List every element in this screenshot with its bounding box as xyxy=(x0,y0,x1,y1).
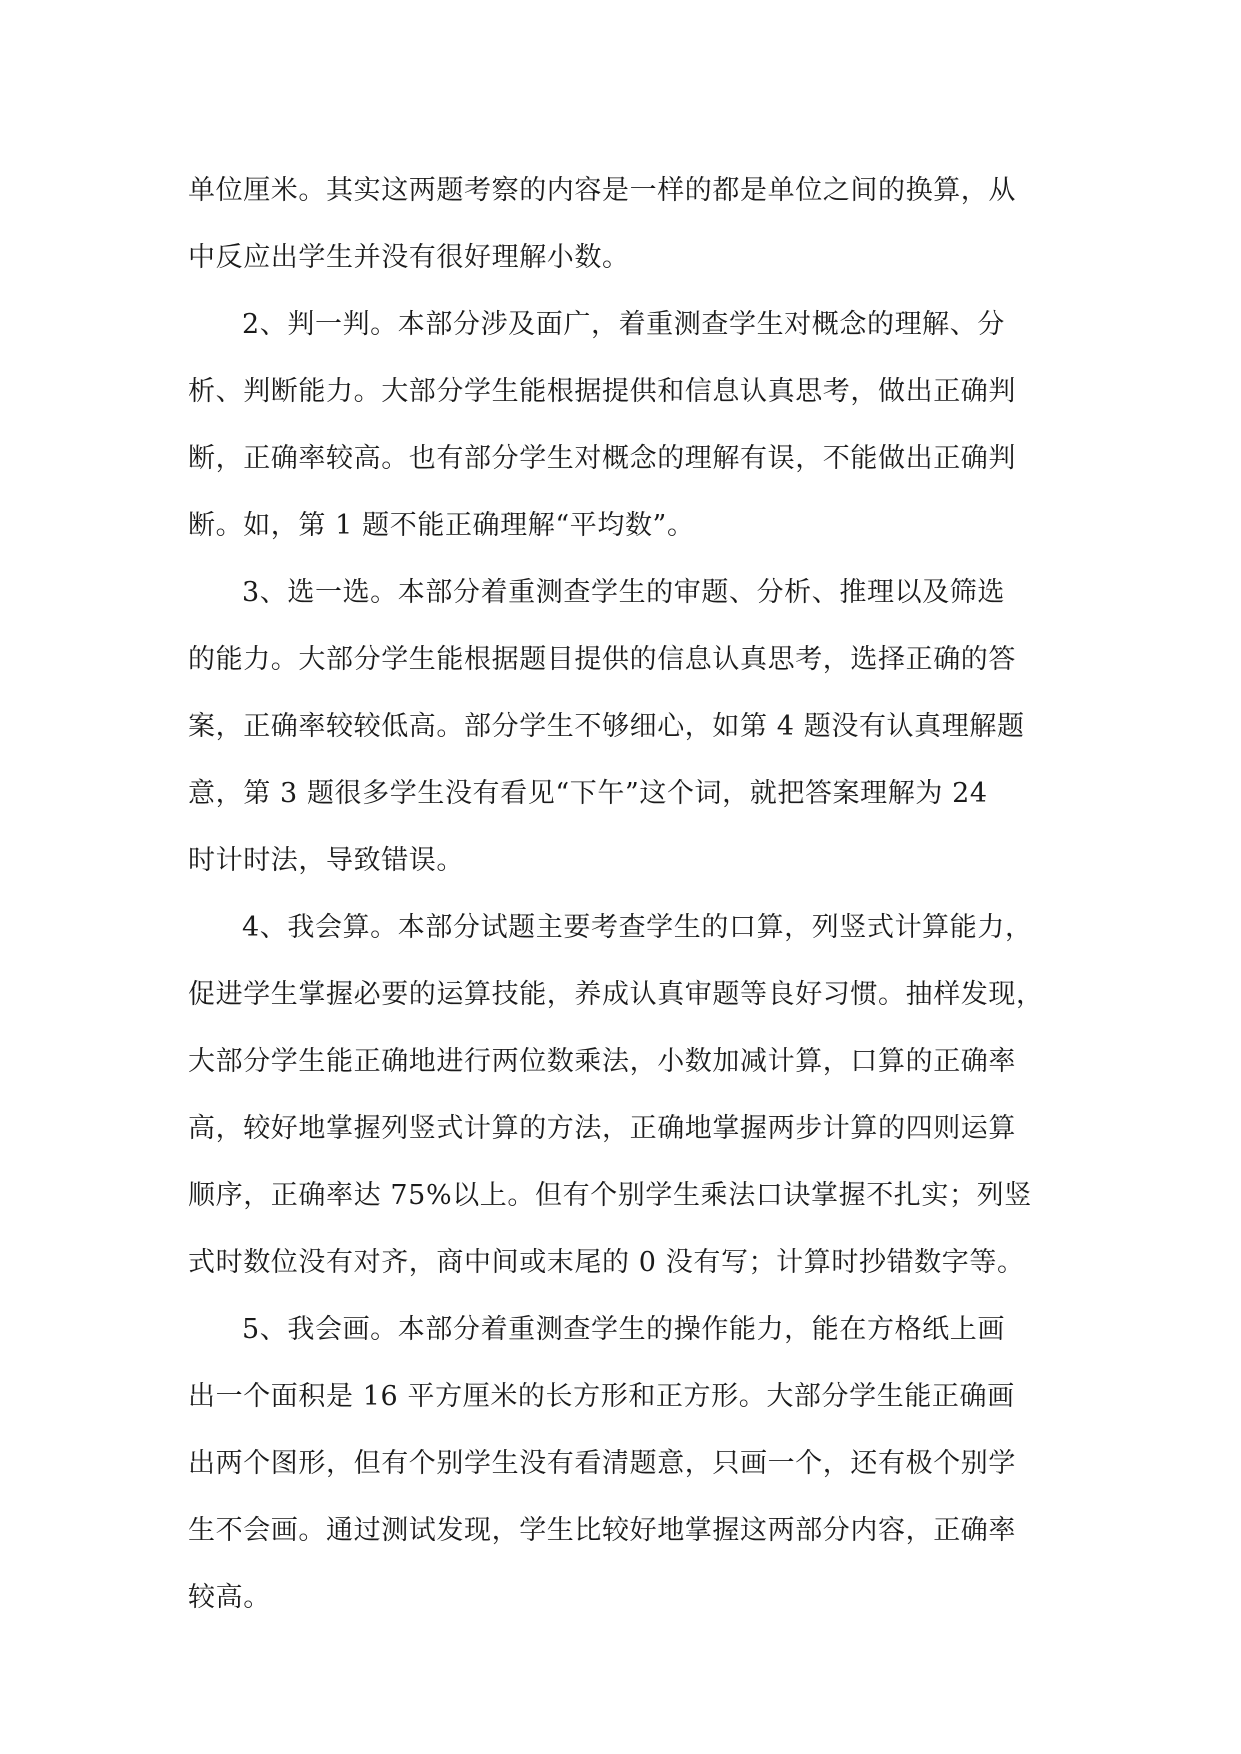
text-line: 时计时法，导致错误。 xyxy=(188,845,464,876)
text-line: 析、判断能力。大部分学生能根据提供和信息认真思考，做出正确判 xyxy=(188,376,1016,407)
text-line: 出一个面积是 16 平方厘米的长方形和正方形。大部分学生能正确画 xyxy=(188,1381,1015,1412)
body-text xyxy=(188,157,1058,1631)
paragraph-first-line: 3、选一选。本部分着重测查学生的审题、分析、推理以及筛选 xyxy=(242,577,1005,608)
text-line: 的能力。大部分学生能根据题目提供的信息认真思考，选择正确的答 xyxy=(188,644,1016,675)
text-line: 高，较好地掌握列竖式计算的方法，正确地掌握两步计算的四则运算 xyxy=(188,1113,1016,1144)
text-line: 促进学生掌握必要的运算技能，养成认真审题等良好习惯。抽样发现， xyxy=(188,979,1044,1010)
paragraph-first-line: 4、我会算。本部分试题主要考查学生的口算，列竖式计算能力， xyxy=(242,912,1033,943)
text-line: 式时数位没有对齐，商中间或末尾的 0 没有写；计算时抄错数字等。 xyxy=(188,1247,1025,1278)
text-line: 出两个图形，但有个别学生没有看清题意，只画一个，还有极个别学 xyxy=(188,1448,1016,1479)
text-line: 中反应出学生并没有很好理解小数。 xyxy=(188,242,630,273)
text-line: 单位厘米。其实这两题考察的内容是一样的都是单位之间的换算，从 xyxy=(188,175,1016,206)
paragraph-first-line: 5、我会画。本部分着重测查学生的操作能力，能在方格纸上画 xyxy=(242,1314,1005,1345)
text-line: 意，第 3 题很多学生没有看见“下午”这个词，就把答案理解为 24 xyxy=(188,778,988,809)
text-line: 生不会画。通过测试发现，学生比较好地掌握这两部分内容，正确率 xyxy=(188,1515,1016,1546)
text-line: 断。如，第 1 题不能正确理解“平均数”。 xyxy=(188,510,695,541)
text-line: 大部分学生能正确地进行两位数乘法，小数加减计算，口算的正确率 xyxy=(188,1046,1016,1077)
text-line: 案，正确率较较低高。部分学生不够细心，如第 4 题没有认真理解题 xyxy=(188,711,1025,742)
text-line: 顺序，正确率达 75%以上。但有个别学生乘法口诀掌握不扎实；列竖 xyxy=(188,1180,1032,1211)
text-line: 较高。 xyxy=(188,1582,271,1613)
paragraph-first-line: 2、判一判。本部分涉及面广，着重测查学生对概念的理解、分 xyxy=(242,309,1005,340)
text-line: 断，正确率较高。也有部分学生对概念的理解有误，不能做出正确判 xyxy=(188,443,1016,474)
